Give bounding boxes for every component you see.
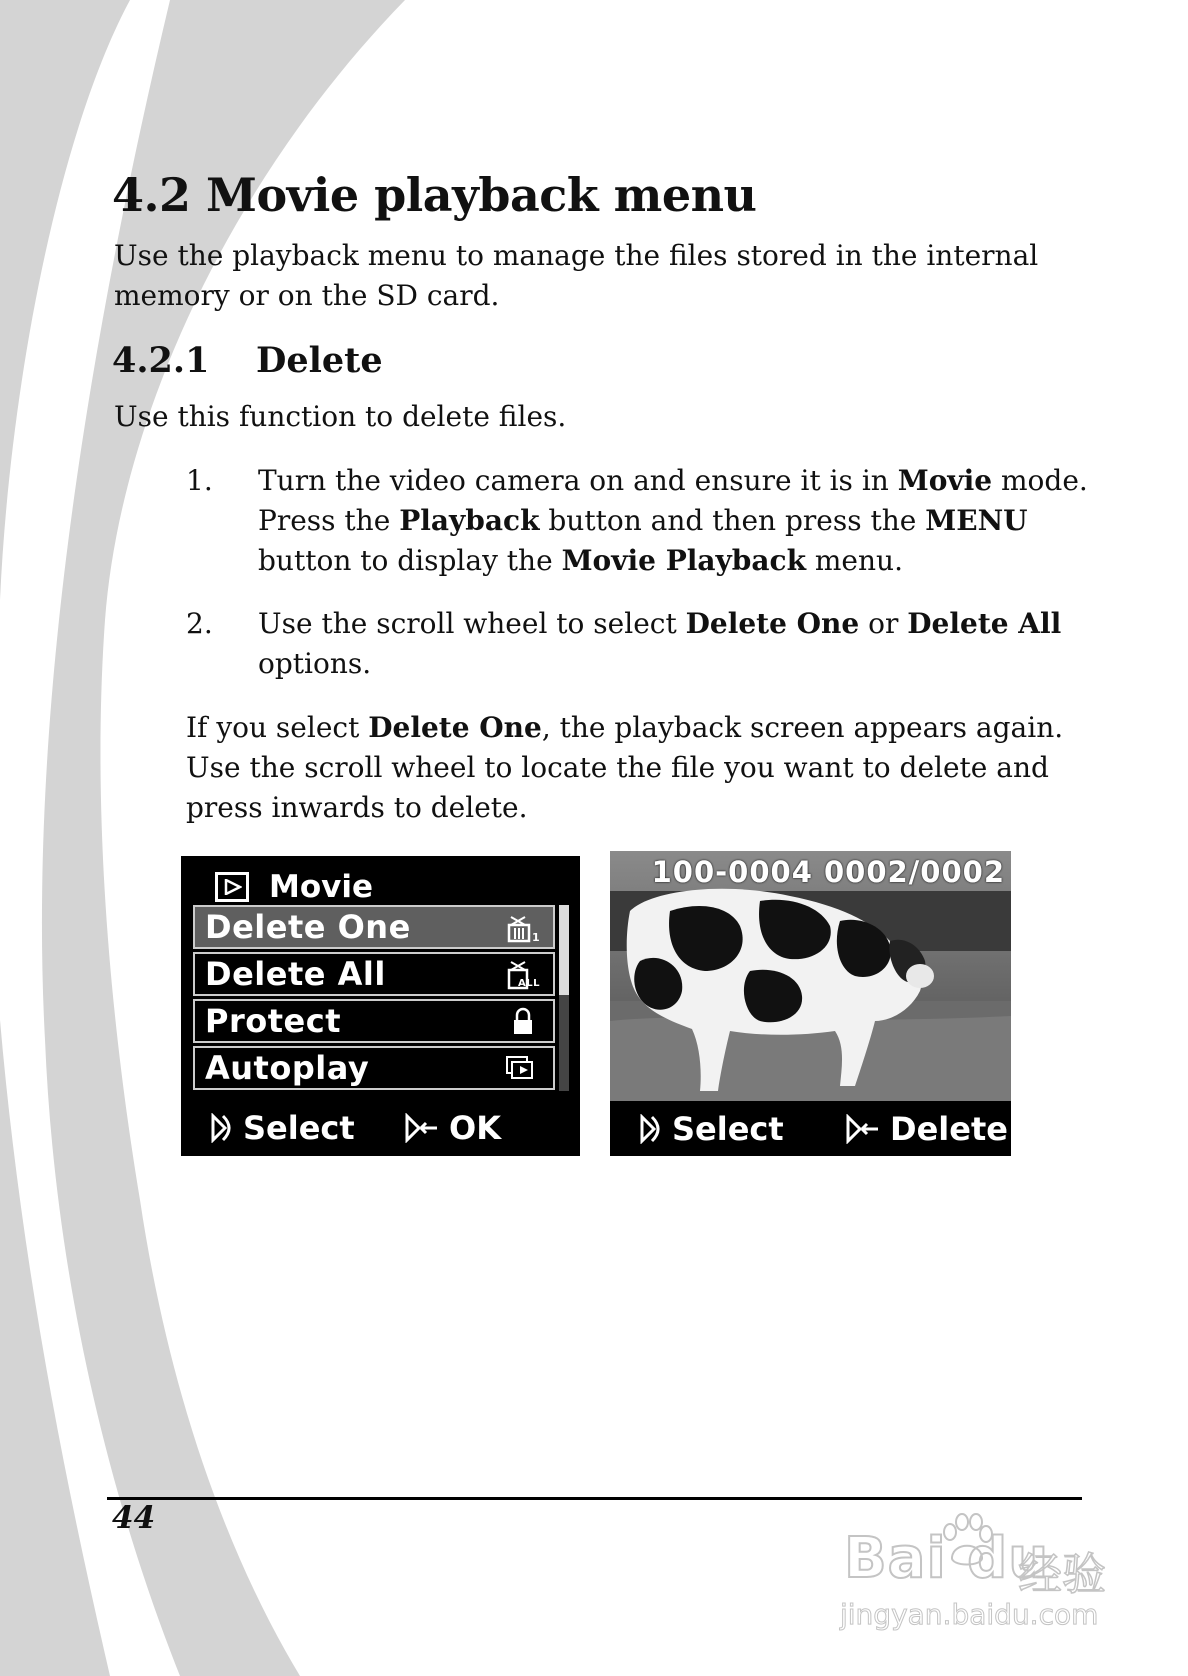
menu-item-protect[interactable] xyxy=(193,999,555,1043)
press-icon xyxy=(403,1113,443,1143)
delete-all-icon xyxy=(505,960,541,990)
intro-paragraph: Use the playback menu to manage the files stored in the internal memory or on the SD card. xyxy=(114,239,1039,312)
footer-ok-hint: OK xyxy=(403,1109,501,1147)
section-number: 4.2.1 xyxy=(112,340,210,381)
lock-icon xyxy=(505,1007,541,1037)
movie-menu-screenshot xyxy=(181,856,580,1156)
note-paragraph: If you select Delete One, the playback screen appears again. Use the scroll wheel to locate the file you want to delete and press inwards to delete. xyxy=(186,711,1064,824)
playback-footer xyxy=(610,1101,1011,1156)
step-number: 2. xyxy=(186,607,213,640)
section-title: Delete xyxy=(256,340,383,381)
menu-item-label: Protect xyxy=(205,1002,341,1040)
svg-text:1: 1 xyxy=(532,931,541,943)
menu-item-label: Delete All xyxy=(205,955,386,993)
watermark xyxy=(840,1520,1140,1640)
file-info: 100-0004 0002/0002 xyxy=(651,855,1005,889)
menu-item-delete-one[interactable] xyxy=(193,905,555,949)
scrollbar-thumb xyxy=(559,905,569,995)
watermark-cn: 经验 xyxy=(1018,1549,1106,1600)
footer-select-hint: Select xyxy=(209,1109,355,1147)
footer-delete-hint: Delete xyxy=(844,1110,1008,1148)
watermark-url: jingyan.baidu.com xyxy=(840,1598,1099,1631)
scroll-wheel-icon xyxy=(638,1114,666,1144)
press-icon xyxy=(844,1114,884,1144)
page-number: 44 xyxy=(112,1500,156,1536)
svg-text:ALL: ALL xyxy=(518,978,540,989)
playback-screenshot xyxy=(610,851,1011,1156)
menu-header xyxy=(215,864,373,910)
menu-title: Movie xyxy=(269,869,374,905)
playback-mode-icon xyxy=(215,872,249,902)
section-intro: Use this function to delete files. xyxy=(114,400,567,433)
footer-select-hint: Select xyxy=(638,1110,784,1148)
section-heading xyxy=(112,340,383,381)
menu-item-label: Autoplay xyxy=(205,1049,370,1087)
step-number: 1. xyxy=(186,464,213,497)
menu-item-autoplay[interactable] xyxy=(193,1046,555,1090)
menu-footer xyxy=(181,1100,580,1156)
menu-item-delete-all[interactable] xyxy=(193,952,555,996)
page-heading: 4.2 Movie playback menu xyxy=(112,168,757,222)
footer-rule xyxy=(107,1497,1082,1500)
step-text: Use the scroll wheel to select Delete One or Delete All options. xyxy=(258,607,1062,680)
menu-scrollbar xyxy=(559,905,569,1091)
menu-list xyxy=(193,905,555,1093)
delete-one-icon xyxy=(505,913,541,943)
scroll-wheel-icon xyxy=(209,1113,237,1143)
watermark-brand: Bai du xyxy=(844,1526,1050,1591)
menu-item-label: Delete One xyxy=(205,908,411,946)
step-text: Turn the video camera on and ensure it is in Movie mode. Press the Playback button and then press the MENU button to display the Movie Playback menu. xyxy=(258,464,1088,577)
slideshow-icon xyxy=(505,1054,541,1084)
